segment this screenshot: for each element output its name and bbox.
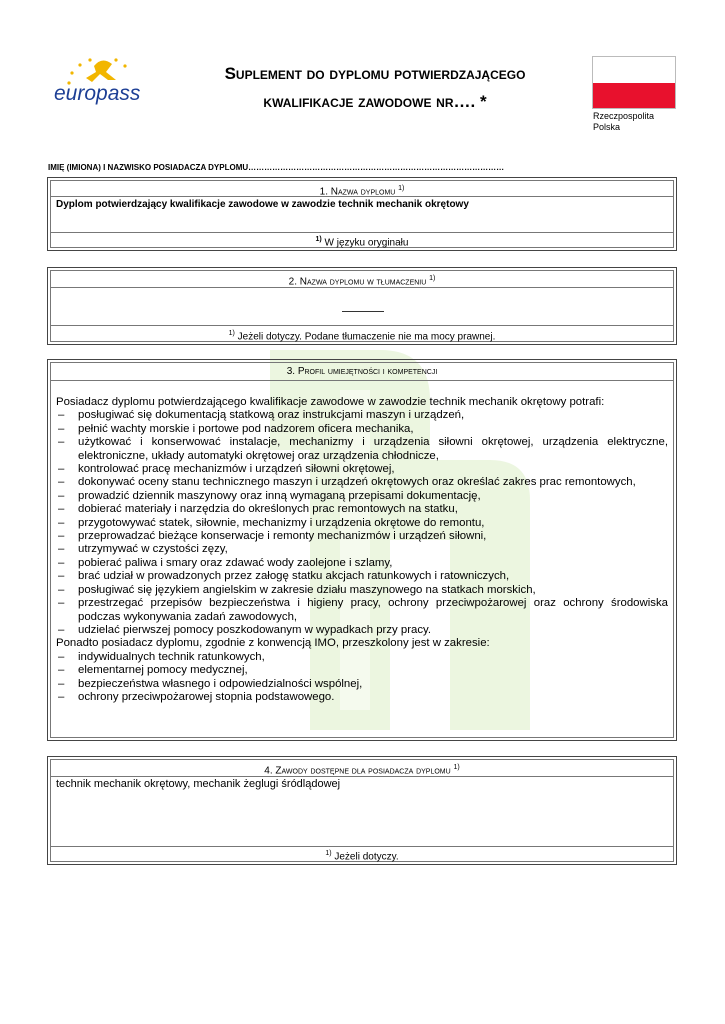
title-line-1: Suplement do dyplomu potwierdzającego [224, 64, 526, 83]
skills-list [56, 409, 668, 637]
list-item: – elementarnej pomocy medycznej, [56, 664, 668, 677]
list-item: – indywidualnych technik ratunkowych, [56, 651, 668, 664]
list-item: – posługiwać się dokumentacją statkową oraz instrukcjami maszyn i urządzeń, [56, 409, 668, 422]
flag-white-stripe [593, 57, 675, 83]
section-skills-profile [47, 359, 677, 741]
list-item: – ochrony przeciwpożarowej stopnia podstawowego. [56, 691, 668, 704]
holder-name-label: IMIĘ (IMIONA) I NAZWISKO POSIADACZA DYPLOMU…………………………………………………………………………………… [48, 163, 505, 172]
logo-text: europass [54, 82, 141, 105]
list-item: – posługiwać się językiem angielskim w zakresie działu maszynowego na statkach morskich, [56, 584, 668, 597]
europass-logo [50, 52, 150, 108]
skills-intro: Posiadacz dyplomu potwierdzającego kwalifikacje zawodowe w zawodzie technik mechanik okrętowy potrafi: [56, 396, 605, 408]
flag-caption-line-2: Polska [593, 122, 621, 132]
page-title [165, 60, 585, 116]
flag-caption [593, 111, 683, 133]
poland-flag [592, 56, 676, 109]
list-item: – kontrolować pracę mechanizmów i urządzeń siłowni okrętowej, [56, 463, 668, 476]
list-item: – brać udział w prowadzonych przez załogę statku akcjach ratunkowych i ratowniczych, [56, 570, 668, 583]
section4-header: 4. Zawody dostępne dla posiadacza dyplomu $^{1)}$ [51, 760, 673, 777]
title-line-2: kwalifikacje zawodowe nr…. * [263, 92, 487, 111]
section2-header: 2. Nazwa dyplomu w tłumaczeniu $^{1)}$ [51, 271, 673, 288]
section1-value: Dyplom potwierdzający kwalifikacje zawodowe w zawodzie technik mechanik okrętowy [56, 199, 469, 210]
section1-footer: $^{1)}$ W języku oryginału [51, 232, 673, 247]
flag-red-stripe [593, 83, 675, 109]
section-available-occupations [47, 756, 677, 865]
list-item: – udzielać pierwszej pomocy poszkodowanym w wypadkach przy pracy. [56, 624, 668, 637]
empty-value-dash [342, 311, 384, 312]
section-diploma-name-translation [47, 267, 677, 345]
section4-value: technik mechanik okrętowy, mechanik żeglugi śródlądowej [56, 778, 341, 790]
imo-list [56, 651, 668, 705]
imo-intro: Ponadto posiadacz dyplomu, zgodnie z konwencją IMO, przeszkolony jest w zakresie: [56, 637, 490, 650]
list-item: – dokonywać oceny stanu technicznego maszyn i urządzeń okrętowych oraz określać zakres prac remontowych, [56, 476, 668, 489]
section3-header: 3. Profil umiejętności i kompetencji [51, 363, 673, 381]
list-item: – przestrzegać przepisów bezpieczeństwa i higieny pracy, ochrony przeciwpożarowej oraz ochrony środowiska podczas wykonywania zadań zawodowych, [56, 597, 668, 624]
list-item: – użytkować i konserwować instalacje, mechanizmy i urządzenia siłowni okrętowej, urządzenia elektryczne, elektroniczne, układy automatyki okrętowej oraz urządzenia chłodnicze, [56, 436, 668, 463]
list-item: – bezpieczeństwa własnego i odpowiedzialności wspólnej, [56, 678, 668, 691]
list-item: – dobierać materiały i narzędzia do określonych prac remontowych na statku, [56, 503, 668, 516]
europass-star-figure-icon [67, 58, 126, 84]
section-diploma-name [47, 177, 677, 251]
section4-footer: $^{1)}$ Jeżeli dotyczy. [51, 846, 673, 861]
list-item: – pełnić wachty morskie i portowe pod nadzorem oficera mechanika, [56, 423, 668, 436]
list-item: – przygotowywać statek, siłownie, mechanizmy i urządzenia okrętowe do remontu, [56, 517, 668, 530]
flag-caption-line-1: Rzeczpospolita [593, 111, 655, 121]
list-item: – utrzymywać w czystości zęzy, [56, 543, 668, 556]
section2-footer: $^{1)}$ Jeżeli dotyczy. Podane tłumaczenie nie ma mocy prawnej. [51, 325, 673, 341]
list-item: – pobierać paliwa i smary oraz zdawać wody zaolejone i szlamy, [56, 557, 668, 570]
section1-header: 1. Nazwa dyplomu $^{1)}$ [51, 181, 673, 197]
list-item: – przeprowadzać bieżące konserwacje i remonty mechanizmów i urządzeń siłowni, [56, 530, 668, 543]
list-item: – prowadzić dziennik maszynowy oraz inną wymaganą przepisami dokumentację, [56, 490, 668, 503]
section3-content [56, 396, 668, 704]
